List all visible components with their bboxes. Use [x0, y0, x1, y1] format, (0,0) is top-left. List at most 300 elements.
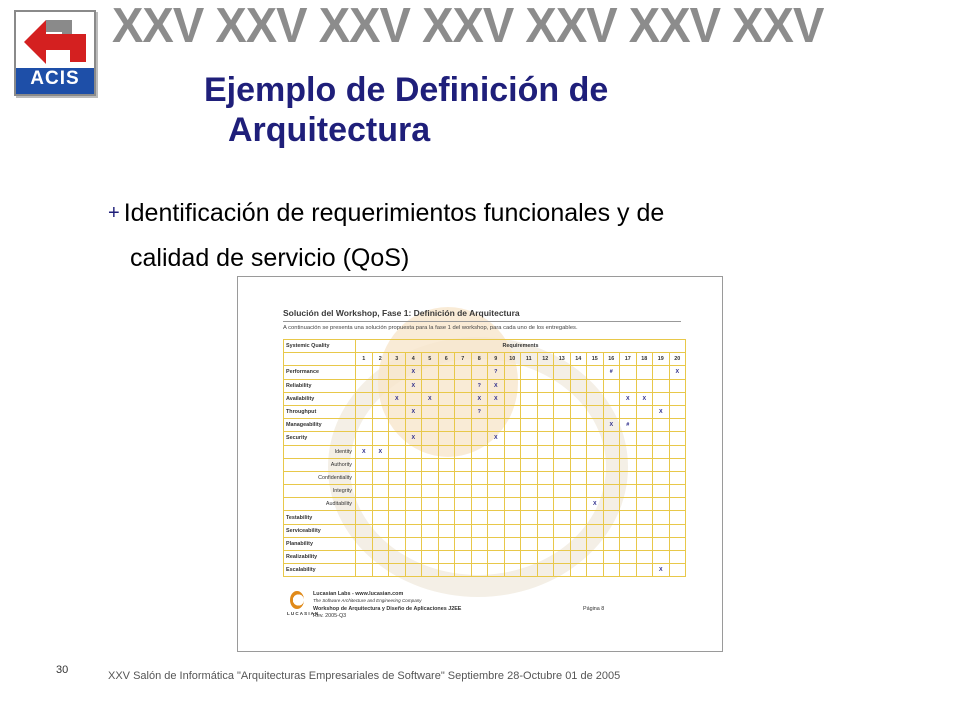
table-cell — [504, 392, 521, 405]
table-cell — [521, 498, 538, 511]
table-cell — [653, 419, 670, 432]
table-cell — [488, 405, 505, 418]
table-cell — [620, 405, 637, 418]
table-row — [284, 537, 686, 550]
table-cell — [405, 471, 422, 484]
table-cell — [471, 564, 488, 577]
table-cell — [504, 458, 521, 471]
table-cell — [669, 445, 686, 458]
table-cell — [636, 498, 653, 511]
table-cell — [504, 564, 521, 577]
table-row — [284, 524, 686, 537]
table-cell — [537, 471, 554, 484]
table-cell — [636, 432, 653, 445]
xxv-banner: XXV XXV XXV XXV XXV XXV XXV — [112, 2, 824, 50]
lucasian-logo — [287, 591, 319, 621]
table-cell — [636, 405, 653, 418]
table-cell — [372, 366, 389, 379]
table-row — [284, 458, 686, 471]
table-cell — [405, 524, 422, 537]
table-cell: X — [620, 392, 637, 405]
table-cell: X — [488, 379, 505, 392]
table-cell — [438, 471, 455, 484]
table-cell: X — [356, 445, 373, 458]
table-cell — [356, 511, 373, 524]
table-cell — [620, 485, 637, 498]
table-cell — [422, 419, 439, 432]
table-cell — [537, 366, 554, 379]
table-cell — [537, 392, 554, 405]
table-cell — [554, 524, 571, 537]
table-cell — [405, 419, 422, 432]
table-cell — [636, 564, 653, 577]
table-cell — [570, 485, 587, 498]
table-cell: X — [653, 405, 670, 418]
table-cell — [372, 537, 389, 550]
table-cell: X — [405, 432, 422, 445]
table-cell — [554, 445, 571, 458]
footer-page: Página 8 — [583, 606, 605, 612]
table-cell — [570, 392, 587, 405]
row-label: Realizability — [284, 551, 356, 564]
table-cell — [537, 537, 554, 550]
table-cell — [554, 405, 571, 418]
table-row — [284, 379, 686, 392]
table-cell: X — [422, 392, 439, 405]
row-label: Manageability — [284, 419, 356, 432]
table-cell — [455, 551, 472, 564]
table-cell — [504, 511, 521, 524]
table-cell — [356, 366, 373, 379]
table-cell — [422, 524, 439, 537]
table-cell — [620, 379, 637, 392]
table-cell: X — [669, 366, 686, 379]
table-row — [284, 511, 686, 524]
row-label: Performance — [284, 366, 356, 379]
table-cell — [455, 485, 472, 498]
table-cell — [587, 485, 604, 498]
table-cell — [389, 432, 406, 445]
table-cell — [455, 524, 472, 537]
table-cell — [356, 471, 373, 484]
table-cell — [653, 471, 670, 484]
table-cell — [356, 485, 373, 498]
row-label: Identity — [284, 445, 356, 458]
table-cell — [587, 419, 604, 432]
table-cell — [389, 498, 406, 511]
document-rule — [283, 321, 681, 322]
table-cell — [636, 551, 653, 564]
table-cell — [356, 432, 373, 445]
table-cell — [372, 405, 389, 418]
table-cell — [620, 498, 637, 511]
table-cell — [537, 498, 554, 511]
table-cell — [653, 511, 670, 524]
table-cell: X — [405, 379, 422, 392]
table-cell — [504, 537, 521, 550]
table-row — [284, 498, 686, 511]
table-cell — [356, 537, 373, 550]
table-cell — [471, 432, 488, 445]
table-cell — [389, 471, 406, 484]
column-number: 8 — [471, 353, 488, 366]
table-cell — [455, 511, 472, 524]
header-requirements: Requirements — [356, 340, 686, 353]
table-cell — [422, 432, 439, 445]
table-cell — [653, 432, 670, 445]
table-cell — [570, 551, 587, 564]
table-cell — [488, 524, 505, 537]
table-row — [284, 405, 686, 418]
column-number: 18 — [636, 353, 653, 366]
table-cell — [455, 564, 472, 577]
table-cell — [389, 445, 406, 458]
table-cell — [372, 379, 389, 392]
table-cell — [471, 458, 488, 471]
table-cell — [669, 419, 686, 432]
requirements-table — [283, 339, 686, 577]
table-cell — [455, 366, 472, 379]
column-number: 4 — [405, 353, 422, 366]
table-cell — [488, 551, 505, 564]
table-cell — [422, 537, 439, 550]
table-cell — [389, 511, 406, 524]
table-cell — [471, 511, 488, 524]
column-number: 13 — [554, 353, 571, 366]
table-cell — [422, 445, 439, 458]
table-cell: ? — [471, 379, 488, 392]
table-cell — [389, 366, 406, 379]
table-cell — [438, 419, 455, 432]
table-cell — [438, 445, 455, 458]
table-cell — [356, 379, 373, 392]
column-number: 20 — [669, 353, 686, 366]
table-cell — [455, 405, 472, 418]
table-row — [284, 419, 686, 432]
footer-company: Lucasian Labs - www.lucasian.com — [313, 591, 404, 597]
table-cell — [620, 551, 637, 564]
table-cell — [620, 458, 637, 471]
table-cell — [422, 551, 439, 564]
table-cell — [669, 551, 686, 564]
row-label: Security — [284, 432, 356, 445]
table-cell — [372, 485, 389, 498]
table-cell — [603, 551, 620, 564]
table-cell — [554, 564, 571, 577]
table-cell — [438, 537, 455, 550]
column-number: 5 — [422, 353, 439, 366]
table-row — [284, 471, 686, 484]
table-cell — [653, 458, 670, 471]
table-cell — [422, 564, 439, 577]
table-cell — [422, 485, 439, 498]
bullet-line-2: calidad de servicio (QoS) — [130, 244, 410, 272]
table-cell — [488, 485, 505, 498]
table-cell — [471, 537, 488, 550]
table-cell — [455, 379, 472, 392]
table-cell — [438, 432, 455, 445]
table-cell — [669, 511, 686, 524]
table-cell — [389, 419, 406, 432]
table-cell — [422, 458, 439, 471]
table-cell: X — [603, 419, 620, 432]
table-cell — [669, 432, 686, 445]
table-cell — [653, 445, 670, 458]
table-cell — [537, 458, 554, 471]
table-cell — [504, 419, 521, 432]
table-cell — [405, 551, 422, 564]
table-cell — [669, 524, 686, 537]
bullet-line-1: Identificación de requerimientos funcionales y de — [123, 199, 665, 227]
table-cell — [356, 419, 373, 432]
table-cell — [504, 524, 521, 537]
table-cell — [471, 471, 488, 484]
table-cell — [471, 419, 488, 432]
table-cell — [636, 419, 653, 432]
row-label: Reliability — [284, 379, 356, 392]
table-cell — [488, 458, 505, 471]
header-systemic-quality: Systemic Quality — [284, 340, 356, 353]
table-cell — [455, 471, 472, 484]
table-cell — [587, 537, 604, 550]
table-cell — [405, 511, 422, 524]
table-cell — [521, 458, 538, 471]
table-cell — [669, 379, 686, 392]
table-cell — [488, 564, 505, 577]
table-cell — [488, 511, 505, 524]
table-cell — [587, 379, 604, 392]
table-cell — [603, 432, 620, 445]
table-cell — [438, 485, 455, 498]
table-cell — [603, 564, 620, 577]
table-cell — [636, 537, 653, 550]
table-cell — [521, 471, 538, 484]
table-cell — [405, 458, 422, 471]
row-label: Confidentiality — [284, 471, 356, 484]
table-cell — [372, 471, 389, 484]
table-cell — [669, 564, 686, 577]
table-cell — [521, 537, 538, 550]
table-cell — [554, 379, 571, 392]
table-cell — [554, 392, 571, 405]
table-cell — [455, 392, 472, 405]
table-cell — [356, 551, 373, 564]
row-label: Testability — [284, 511, 356, 524]
table-cell — [620, 432, 637, 445]
table-cell — [653, 551, 670, 564]
table-cell — [521, 366, 538, 379]
table-cell — [669, 458, 686, 471]
table-cell — [356, 392, 373, 405]
table-cell — [620, 537, 637, 550]
table-cell — [570, 524, 587, 537]
footer-workshop: Workshop de Arquitectura y Diseño de Aplicaciones J2EE — [313, 606, 462, 612]
table-cell — [653, 485, 670, 498]
table-cell — [521, 511, 538, 524]
row-label: Auditability — [284, 498, 356, 511]
table-cell — [653, 392, 670, 405]
table-cell — [603, 511, 620, 524]
table-cell — [488, 537, 505, 550]
table-cell — [405, 392, 422, 405]
table-cell — [587, 511, 604, 524]
table-cell — [537, 405, 554, 418]
table-header-row — [284, 340, 686, 353]
table-cell — [422, 379, 439, 392]
table-cell — [455, 432, 472, 445]
table-cell: X — [636, 392, 653, 405]
table-cell — [389, 551, 406, 564]
table-cell — [471, 498, 488, 511]
table-cell — [356, 405, 373, 418]
table-cell — [438, 511, 455, 524]
table-cell — [438, 498, 455, 511]
table-cell — [422, 471, 439, 484]
table-cell — [620, 445, 637, 458]
table-cell — [455, 537, 472, 550]
column-number: 12 — [537, 353, 554, 366]
column-number: 3 — [389, 353, 406, 366]
table-cell — [570, 419, 587, 432]
table-cell — [587, 432, 604, 445]
table-cell — [438, 551, 455, 564]
table-cell — [603, 392, 620, 405]
table-cell — [488, 419, 505, 432]
table-cell — [570, 471, 587, 484]
table-cell — [405, 485, 422, 498]
table-cell — [521, 551, 538, 564]
table-cell — [636, 366, 653, 379]
row-label: Authority — [284, 458, 356, 471]
table-cell — [504, 405, 521, 418]
table-cell — [438, 524, 455, 537]
table-cell — [504, 366, 521, 379]
table-cell — [422, 498, 439, 511]
table-cell — [587, 471, 604, 484]
table-cell — [570, 366, 587, 379]
table-cell — [422, 511, 439, 524]
table-cell — [603, 537, 620, 550]
table-cell: X — [471, 392, 488, 405]
document-footer — [283, 589, 683, 629]
table-cell — [521, 485, 538, 498]
table-cell — [389, 524, 406, 537]
row-label: Availability — [284, 392, 356, 405]
table-cell — [554, 511, 571, 524]
table-cell — [504, 485, 521, 498]
table-row — [284, 551, 686, 564]
table-cell — [537, 485, 554, 498]
row-label: Escalability — [284, 564, 356, 577]
table-cell — [521, 392, 538, 405]
table-cell — [669, 471, 686, 484]
table-cell — [455, 419, 472, 432]
logo-text: ACIS — [30, 68, 80, 89]
table-row — [284, 564, 686, 577]
table-cell: X — [488, 392, 505, 405]
table-cell — [438, 379, 455, 392]
row-label: Serviceability — [284, 524, 356, 537]
table-row — [284, 445, 686, 458]
table-cell — [455, 458, 472, 471]
table-cell — [488, 445, 505, 458]
table-cell — [405, 498, 422, 511]
table-cell — [372, 432, 389, 445]
table-cell — [422, 366, 439, 379]
table-cell — [356, 564, 373, 577]
table-cell — [570, 445, 587, 458]
table-cell — [554, 498, 571, 511]
table-cell — [554, 458, 571, 471]
title-line-2: Arquitectura — [228, 111, 431, 149]
column-number: 9 — [488, 353, 505, 366]
footer-revision: Rev. 2005-Q3 — [313, 613, 347, 619]
table-cell — [521, 445, 538, 458]
table-cell — [537, 564, 554, 577]
table-cell — [603, 458, 620, 471]
table-cell — [603, 405, 620, 418]
document-image — [237, 276, 723, 652]
table-cell — [669, 405, 686, 418]
table-cell — [537, 445, 554, 458]
table-cell — [636, 458, 653, 471]
table-cell — [504, 379, 521, 392]
table-cell — [521, 432, 538, 445]
table-cell — [620, 564, 637, 577]
table-cell — [554, 432, 571, 445]
table-cell — [537, 419, 554, 432]
table-cell — [372, 524, 389, 537]
column-number: 1 — [356, 353, 373, 366]
table-cell — [587, 458, 604, 471]
table-cell — [389, 458, 406, 471]
table-cell — [554, 485, 571, 498]
table-cell — [372, 392, 389, 405]
table-cell — [537, 511, 554, 524]
table-cell: ? — [488, 366, 505, 379]
table-cell — [669, 498, 686, 511]
table-cell — [438, 458, 455, 471]
table-cell — [636, 485, 653, 498]
table-cell — [521, 405, 538, 418]
table-cell — [471, 551, 488, 564]
table-cell — [488, 471, 505, 484]
table-cell — [620, 471, 637, 484]
table-cell — [587, 392, 604, 405]
table-cell — [389, 537, 406, 550]
table-cell — [603, 379, 620, 392]
table-cell — [587, 405, 604, 418]
table-row — [284, 432, 686, 445]
table-cell — [389, 564, 406, 577]
table-cell: ? — [471, 405, 488, 418]
table-row — [284, 392, 686, 405]
bullet-point — [108, 192, 868, 280]
column-number: 6 — [438, 353, 455, 366]
table-cell — [669, 485, 686, 498]
column-number: 19 — [653, 353, 670, 366]
table-cell: X — [405, 405, 422, 418]
table-cell — [438, 405, 455, 418]
table-cell — [653, 537, 670, 550]
document-intro: A continuación se presenta una solución propuesta para la fase 1 del workshop, para cada uno de los entregables. — [283, 325, 578, 331]
table-cell — [471, 445, 488, 458]
acis-logo — [14, 10, 96, 96]
table-cell — [603, 524, 620, 537]
table-cell — [356, 498, 373, 511]
table-cell — [570, 432, 587, 445]
table-cell — [372, 498, 389, 511]
